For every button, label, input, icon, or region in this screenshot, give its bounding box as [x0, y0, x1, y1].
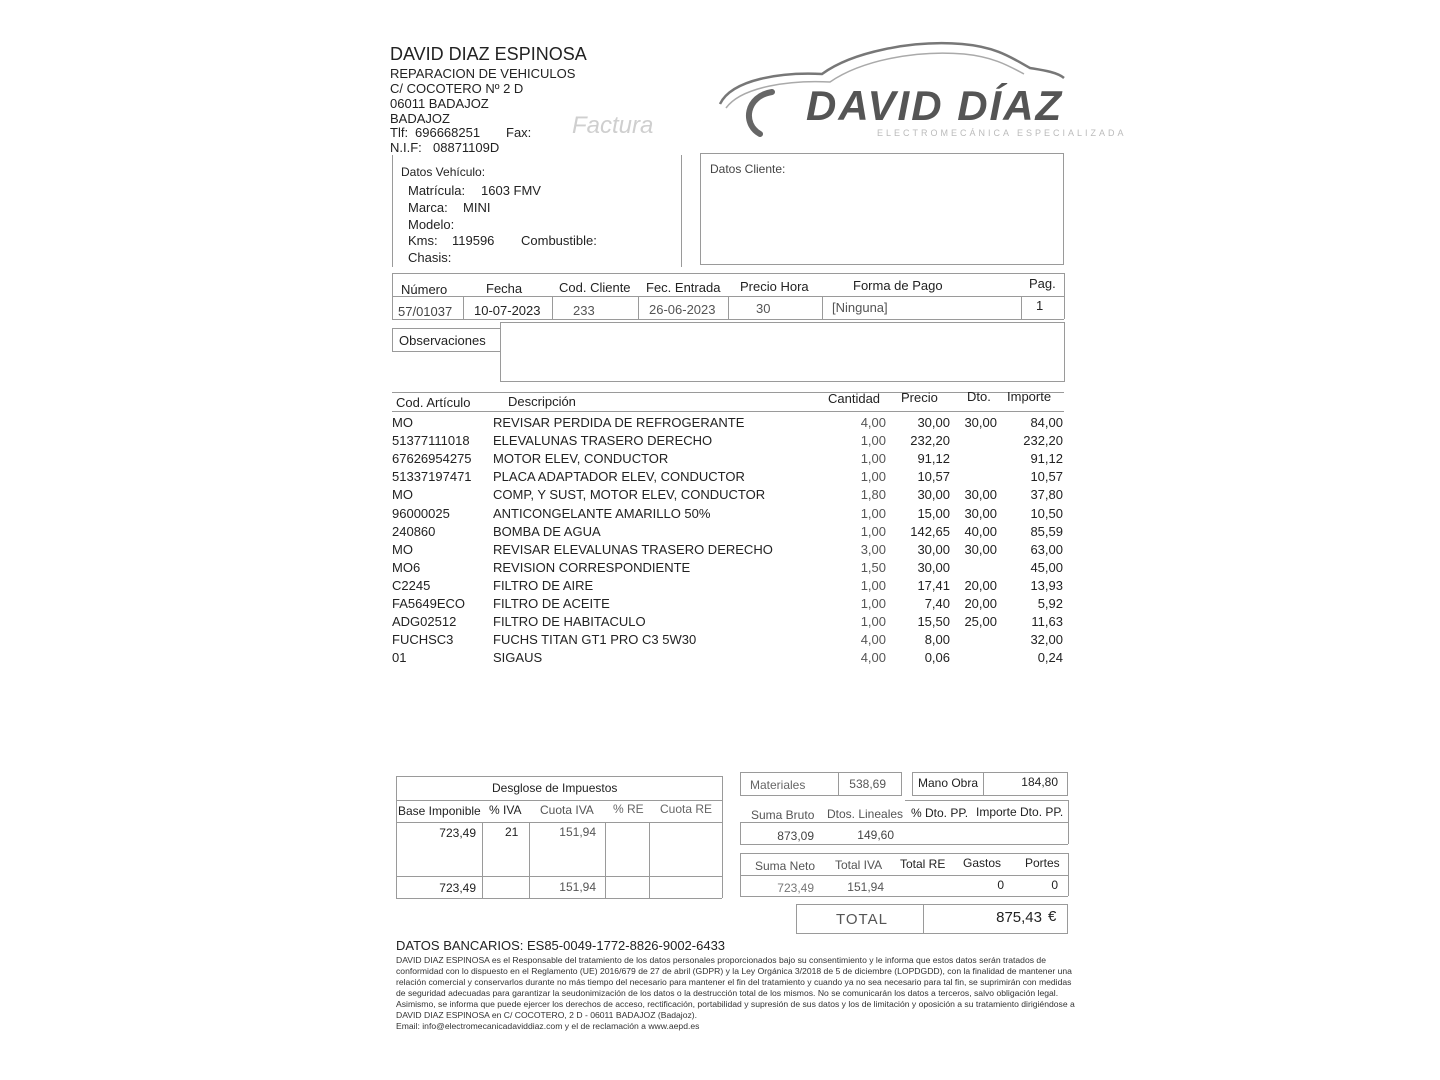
item-description: ELEVALUNAS TRASERO DERECHO — [493, 433, 713, 448]
gross-value: 873,09 — [777, 829, 814, 843]
item-description: MOTOR ELEV, CONDUCTOR — [493, 451, 669, 466]
gross-label: Suma Bruto — [751, 808, 815, 822]
make-value: MINI — [463, 200, 491, 215]
line-discounts-value: 149,60 — [857, 828, 894, 842]
header-number: Número — [401, 282, 448, 297]
plate-label: Matrícula: — [408, 183, 466, 198]
privacy-email-line: Email: info@electromecanicadaviddiaz.com y el de reclamación a www.aepd.es — [396, 1021, 700, 1031]
item-quantity: 1,00 — [860, 469, 886, 484]
document-type: Factura — [572, 112, 654, 139]
item-price: 7,40 — [924, 596, 950, 611]
item-quantity: 1,00 — [860, 596, 886, 611]
company-address: C/ COCOTERO Nº 2 D — [390, 81, 524, 96]
kms-value: 119596 — [452, 233, 495, 248]
item-discount: 25,00 — [964, 614, 997, 629]
materials-value: 538,69 — [849, 777, 886, 791]
col-qty-header: Cantidad — [828, 391, 881, 406]
total-value: 875,43 — [996, 909, 1042, 926]
item-code: FUCHSC3 — [392, 632, 454, 647]
fax-label: Fax: — [506, 125, 532, 140]
col-price-header: Precio — [901, 390, 938, 405]
tax-header-iva-amount: Cuota IVA — [540, 803, 594, 817]
item-price: 30,00 — [917, 415, 950, 430]
nif-value: 08871109D — [433, 140, 500, 155]
table-row — [0, 433, 1440, 451]
item-discount: 30,00 — [964, 415, 997, 430]
header-date: Fecha — [486, 281, 523, 296]
expenses-label: Gastos — [963, 856, 1002, 870]
table-row — [0, 487, 1440, 505]
item-price: 232,20 — [910, 433, 950, 448]
item-price: 15,00 — [917, 506, 950, 521]
item-code: MO — [392, 487, 413, 502]
phone-label: Tlf: — [390, 125, 409, 140]
item-discount: 30,00 — [964, 542, 997, 557]
item-code: MO — [392, 542, 413, 557]
net-value: 723,49 — [777, 881, 814, 895]
total-iva-value: 151,94 — [847, 880, 884, 894]
page-number: 1 — [1036, 298, 1044, 313]
item-quantity: 1,50 — [860, 560, 886, 575]
item-amount: 84,00 — [1030, 415, 1063, 430]
item-price: 30,00 — [917, 560, 950, 575]
item-price: 142,65 — [910, 524, 950, 539]
phone-value: 696668251 — [415, 125, 481, 140]
company-postal-city: 06011 BADAJOZ — [390, 96, 489, 111]
shipping-value: 0 — [1051, 878, 1058, 892]
line-discounts-label: Dtos. Lineales — [827, 807, 904, 821]
table-row — [0, 415, 1440, 433]
item-price: 15,50 — [917, 614, 950, 629]
vehicle-section-label: Datos Vehículo: — [401, 165, 486, 179]
item-quantity: 1,00 — [860, 506, 886, 521]
table-row — [0, 578, 1440, 596]
total-iva-label: Total IVA — [835, 858, 883, 872]
item-code: MO — [392, 415, 413, 430]
item-amount: 13,93 — [1030, 578, 1063, 593]
table-row — [0, 596, 1440, 614]
tax-iva-pct: 21 — [505, 825, 519, 839]
pp-discount-pct-label: % Dto. PP. — [911, 806, 969, 820]
privacy-notice-text: DAVID DIAZ ESPINOSA es el Responsable del tratamiento de los datos personales proporcionados bajo su consentimiento y le informa que estos datos serán tratados de conformidad con lo dispuesto en el Reglamento (UE) 2016/679 de 27 de abril (GDPR) y la Ley Orgánica 3/2018 de 5 de diciembre (LOPDGDD), con la finalidad de mantener una relación comercial y conservarlos durante no más tiempo del necesario para mantener el fin del tratamiento y cuando ya no sea necesario para tal fin, se suprimirán con medidas de seguridad adecuadas para garantizar la seudonimización de los datos o la destrucción total de los mismos. No se comunicarán los datos a terceros, salvo obligación legal. Asimismo, se informa que puede ejercer los derechos de acceso, rectificación, portabilidad y supresión de sus datos y los de limitación y oposición a su tratamiento dirigiéndose a DAVID DIAZ ESPINOSA en C/ COCOTERO, 2 D - 06011 BADAJOZ (Badajoz). — [396, 955, 1075, 1020]
item-quantity: 1,00 — [860, 524, 886, 539]
payment-method: [Ninguna] — [832, 300, 888, 315]
item-description: BOMBA DE AGUA — [493, 524, 601, 539]
item-discount: 20,00 — [964, 596, 997, 611]
item-description: REVISAR ELEVALUNAS TRASERO DERECHO — [493, 542, 773, 557]
item-discount: 40,00 — [964, 524, 997, 539]
item-code: 51377111018 — [392, 433, 470, 448]
header-payment-method: Forma de Pago — [853, 278, 943, 293]
fuel-label: Combustible: — [521, 233, 597, 248]
item-amount: 232,20 — [1023, 433, 1063, 448]
item-amount: 10,57 — [1030, 469, 1063, 484]
header-hour-price: Precio Hora — [740, 279, 809, 294]
model-label: Modelo: — [408, 217, 455, 232]
pp-discount-amount-label: Importe Dto. PP. — [976, 805, 1064, 819]
expenses-value: 0 — [997, 878, 1004, 892]
item-quantity: 1,00 — [860, 578, 886, 593]
chassis-label: Chasis: — [408, 250, 452, 265]
item-amount: 45,00 — [1030, 560, 1063, 575]
tax-header-re-pct: % RE — [613, 802, 644, 816]
col-amount-header: Importe — [1007, 389, 1052, 404]
item-amount: 5,92 — [1037, 596, 1063, 611]
item-discount: 30,00 — [964, 487, 997, 502]
item-quantity: 1,80 — [860, 487, 886, 502]
tax-iva-amount: 151,94 — [559, 825, 596, 839]
hour-price: 30 — [756, 301, 771, 316]
nif-label: N.I.F: — [390, 140, 422, 155]
item-price: 0,06 — [924, 650, 950, 665]
company-activity: REPARACION DE VEHICULOS — [390, 66, 576, 81]
labour-value: 184,80 — [1021, 775, 1058, 789]
item-description: FILTRO DE HABITACULO — [493, 614, 646, 629]
item-code: FA5649ECO — [392, 596, 465, 611]
col-code-header: Cod. Artículo — [396, 395, 471, 410]
client-code: 233 — [573, 303, 595, 318]
item-description: ANTICONGELANTE AMARILLO 50% — [493, 506, 711, 521]
item-price: 91,12 — [917, 451, 950, 466]
item-quantity: 4,00 — [860, 632, 886, 647]
make-label: Marca: — [408, 200, 448, 215]
table-row — [0, 506, 1440, 524]
total-currency: € — [1048, 908, 1057, 925]
labour-label: Mano Obra — [918, 776, 979, 790]
table-row — [0, 650, 1440, 668]
item-amount: 91,12 — [1030, 451, 1063, 466]
item-description: FILTRO DE AIRE — [493, 578, 594, 593]
observations-label: Observaciones — [399, 333, 486, 348]
item-quantity: 1,00 — [860, 614, 886, 629]
header-entry-date: Fec. Entrada — [646, 280, 721, 295]
invoice-number: 57/01037 — [398, 304, 453, 319]
item-description: REVISION CORRESPONDIENTE — [493, 560, 691, 575]
col-desc-header: Descripción — [508, 394, 576, 409]
header-page: Pag. — [1029, 276, 1056, 291]
table-row — [0, 632, 1440, 650]
item-price: 8,00 — [924, 632, 950, 647]
item-amount: 11,63 — [1031, 614, 1063, 629]
company-province: BADAJOZ — [390, 111, 450, 126]
item-description: PLACA ADAPTADOR ELEV, CONDUCTOR — [493, 469, 745, 484]
table-row — [0, 560, 1440, 578]
item-price: 17,41 — [917, 578, 950, 593]
item-description: FILTRO DE ACEITE — [493, 596, 610, 611]
tax-header-re-amount: Cuota RE — [660, 802, 713, 816]
table-row — [0, 542, 1440, 560]
table-row — [0, 469, 1440, 487]
item-code: 01 — [392, 650, 407, 665]
client-section-label: Datos Cliente: — [710, 162, 786, 176]
item-code: MO6 — [392, 560, 421, 575]
bank-details: DATOS BANCARIOS: ES85-0049-1772-8826-9002-6433 — [396, 938, 726, 953]
item-price: 10,57 — [917, 469, 950, 484]
net-label: Suma Neto — [755, 859, 816, 873]
table-row — [0, 451, 1440, 469]
plate-value: 1603 FMV — [481, 183, 541, 198]
entry-date: 26-06-2023 — [649, 302, 716, 317]
item-quantity: 1,00 — [860, 451, 886, 466]
tax-header-iva-pct: % IVA — [489, 803, 522, 817]
header-client-code: Cod. Cliente — [559, 280, 631, 295]
item-code: C2245 — [392, 578, 431, 593]
item-amount: 32,00 — [1030, 632, 1063, 647]
item-description: REVISAR PERDIDA DE REFROGERANTE — [493, 415, 745, 430]
item-quantity: 4,00 — [860, 415, 886, 430]
item-discount: 20,00 — [964, 578, 997, 593]
table-row — [0, 614, 1440, 632]
logo-brand: DAVID DÍAZ — [806, 82, 1064, 129]
privacy-notice — [396, 955, 1076, 1032]
item-code: ADG02512 — [392, 614, 457, 629]
kms-label: Kms: — [408, 233, 438, 248]
total-label: TOTAL — [836, 911, 888, 928]
item-amount: 37,80 — [1030, 487, 1063, 502]
materials-label: Materiales — [750, 778, 806, 792]
invoice-date: 10-07-2023 — [474, 303, 541, 318]
tax-header-base: Base Imponible — [398, 804, 481, 818]
item-code: 51337197471 — [392, 469, 472, 484]
item-quantity: 4,00 — [860, 650, 886, 665]
item-amount: 0,24 — [1037, 650, 1063, 665]
item-amount: 85,59 — [1030, 524, 1063, 539]
item-amount: 63,00 — [1030, 542, 1063, 557]
logo-tagline: ELECTROMECÁNICA ESPECIALIZADA — [877, 128, 1127, 138]
item-description: SIGAUS — [493, 650, 543, 665]
item-description: COMP, Y SUST, MOTOR ELEV, CONDUCTOR — [493, 487, 766, 502]
item-price: 30,00 — [917, 542, 950, 557]
tax-total-base: 723,49 — [439, 881, 476, 895]
col-disc-header: Dto. — [967, 389, 991, 404]
item-price: 30,00 — [917, 487, 950, 502]
observations-box — [500, 322, 1065, 382]
shipping-label: Portes — [1025, 856, 1060, 870]
item-code: 96000025 — [392, 506, 450, 521]
item-code: 67626954275 — [392, 451, 472, 466]
total-re-label: Total RE — [900, 857, 946, 871]
tax-base: 723,49 — [439, 826, 476, 840]
item-quantity: 1,00 — [860, 433, 886, 448]
item-amount: 10,50 — [1030, 506, 1063, 521]
company-name: DAVID DIAZ ESPINOSA — [390, 44, 587, 64]
tax-breakdown-title: Desglose de Impuestos — [492, 781, 618, 795]
company-logo — [712, 34, 1127, 144]
item-code: 240860 — [392, 524, 436, 539]
item-quantity: 3,00 — [860, 542, 886, 557]
table-row — [0, 524, 1440, 542]
tax-total-iva: 151,94 — [559, 880, 596, 894]
item-discount: 30,00 — [964, 506, 997, 521]
item-description: FUCHS TITAN GT1 PRO C3 5W30 — [493, 632, 697, 647]
